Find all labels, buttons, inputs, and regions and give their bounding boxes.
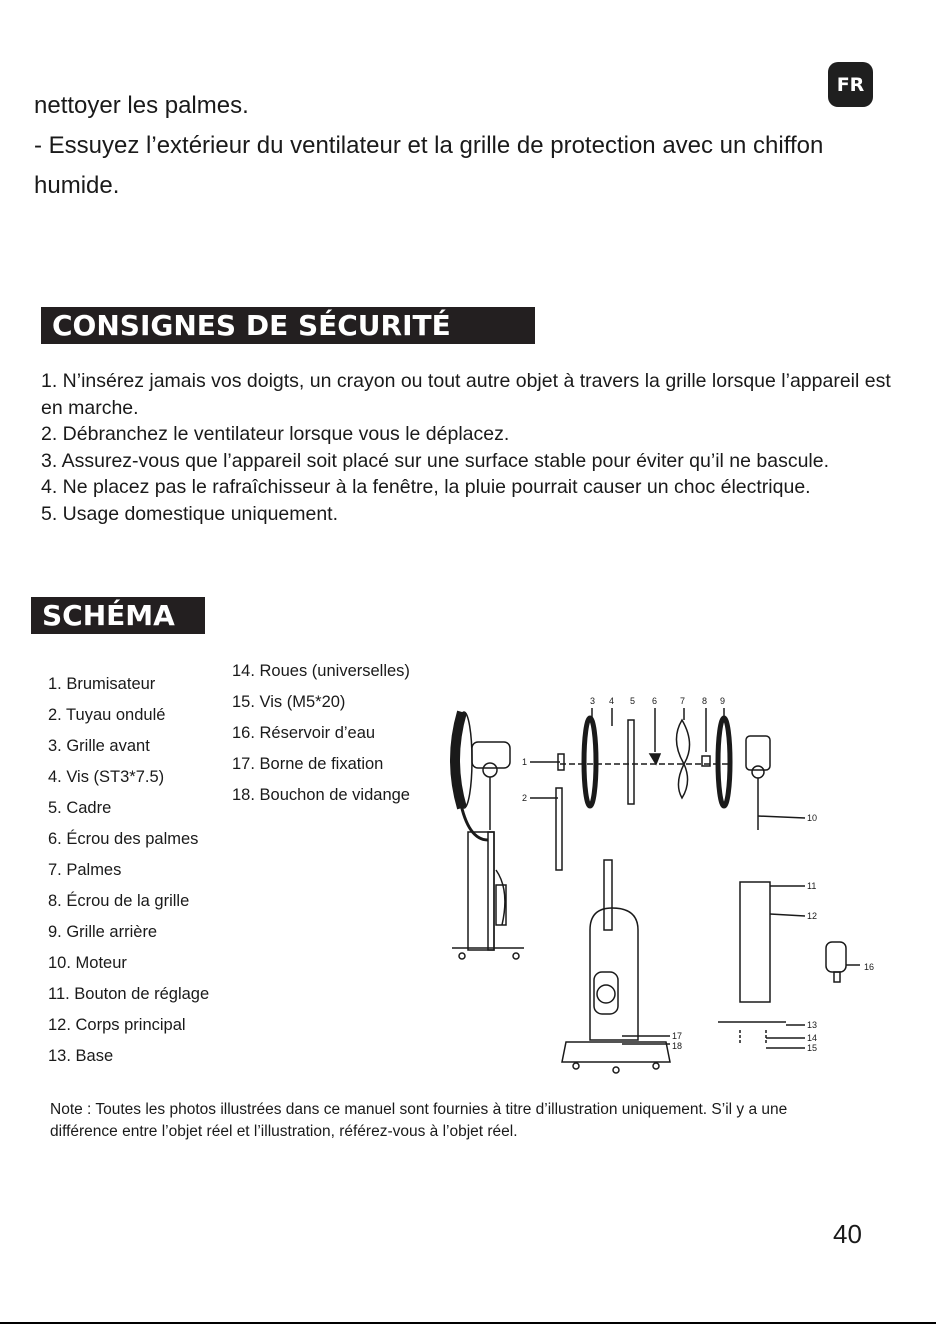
cleaning-instructions (34, 86, 894, 206)
part-item: 10. Moteur (48, 954, 127, 972)
callout-label: 15 (807, 1043, 818, 1053)
safety-heading: CONSIGNES DE SÉCURITÉ (41, 307, 535, 344)
intro-line-1: nettoyer les palmes. (34, 92, 249, 119)
exploded-parts-illustration (530, 708, 730, 870)
part-item: 5. Cadre (48, 799, 112, 817)
safety-item: 4. Ne placez pas le rafraîchisseur à la fenêtre, la pluie pourrait causer un choc électrique. (41, 476, 811, 499)
part-item: 14. Roues (universelles) (232, 662, 410, 680)
water-tank-illustration (826, 942, 860, 982)
main-body-illustration (562, 860, 670, 1073)
part-item: 12. Corps principal (48, 1016, 186, 1034)
parts-list-right (232, 656, 410, 811)
safety-item: 2. Débranchez le ventilateur lorsque vous le déplacez. (41, 423, 510, 446)
part-item: 8. Écrou de la grille (48, 892, 190, 910)
intro-line-2: - Essuyez l’extérieur du ventilateur et la grille de protection avec un chiffon humide. (34, 132, 824, 199)
part-item: 9. Grille arrière (48, 923, 158, 941)
callout-label: 17 (672, 1031, 683, 1041)
callout-label: 3 (590, 696, 596, 706)
callout-label: 14 (807, 1033, 818, 1043)
part-item: 18. Bouchon de vidange (232, 786, 410, 804)
schema-heading: SCHÉMA (31, 597, 205, 634)
callout-label: 2 (522, 793, 528, 803)
part-item: 13. Base (48, 1047, 114, 1065)
callout-label: 18 (672, 1041, 683, 1051)
fan-exploded-diagram (440, 690, 880, 1090)
callout-label: 13 (807, 1020, 818, 1030)
callout-label: 9 (720, 696, 726, 706)
part-item: 11. Bouton de réglage (48, 985, 210, 1003)
diagram-callouts (522, 696, 874, 1053)
callout-label: 16 (864, 962, 875, 972)
callout-label: 5 (630, 696, 636, 706)
part-item: 4. Vis (ST3*7.5) (48, 768, 165, 786)
safety-list (41, 368, 901, 528)
callout-label: 7 (680, 696, 686, 706)
part-item: 6. Écrou des palmes (48, 830, 199, 848)
callout-label: 1 (522, 757, 528, 767)
callout-label: 11 (807, 881, 817, 891)
part-item: 1. Brumisateur (48, 675, 156, 693)
safety-item: 3. Assurez-vous que l’appareil soit placé sur une surface stable pour éviter qu’il ne bascule. (41, 449, 830, 472)
part-item: 17. Borne de fixation (232, 755, 384, 773)
part-item: 3. Grille avant (48, 737, 150, 755)
part-item: 15. Vis (M5*20) (232, 693, 346, 711)
parts-list-left (48, 669, 209, 1072)
part-item: 7. Palmes (48, 861, 122, 879)
callout-label: 4 (609, 696, 615, 706)
part-item: 2. Tuyau ondulé (48, 706, 166, 724)
page-number: 40 (833, 1219, 862, 1249)
assembled-fan-illustration (452, 712, 524, 959)
callout-label: 12 (807, 911, 818, 921)
language-badge: FR (828, 62, 873, 107)
callout-label: 6 (652, 696, 658, 706)
safety-item: 5. Usage domestique uniquement. (41, 502, 339, 525)
part-item: 16. Réservoir d’eau (232, 724, 376, 742)
safety-item: 1. N’insérez jamais vos doigts, un crayon ou tout autre objet à travers la grille lorsque l’appareil est en marche. (41, 370, 891, 419)
illustration-note: Note : Toutes les photos illustrées dans ce manuel sont fournies à titre d’illustration uniquement. S’il y a une différence entre l’objet réel et l’illustration, référez-vous à l’objet réel. (50, 1101, 788, 1140)
callout-label: 10 (807, 813, 818, 823)
callout-label: 8 (702, 696, 708, 706)
